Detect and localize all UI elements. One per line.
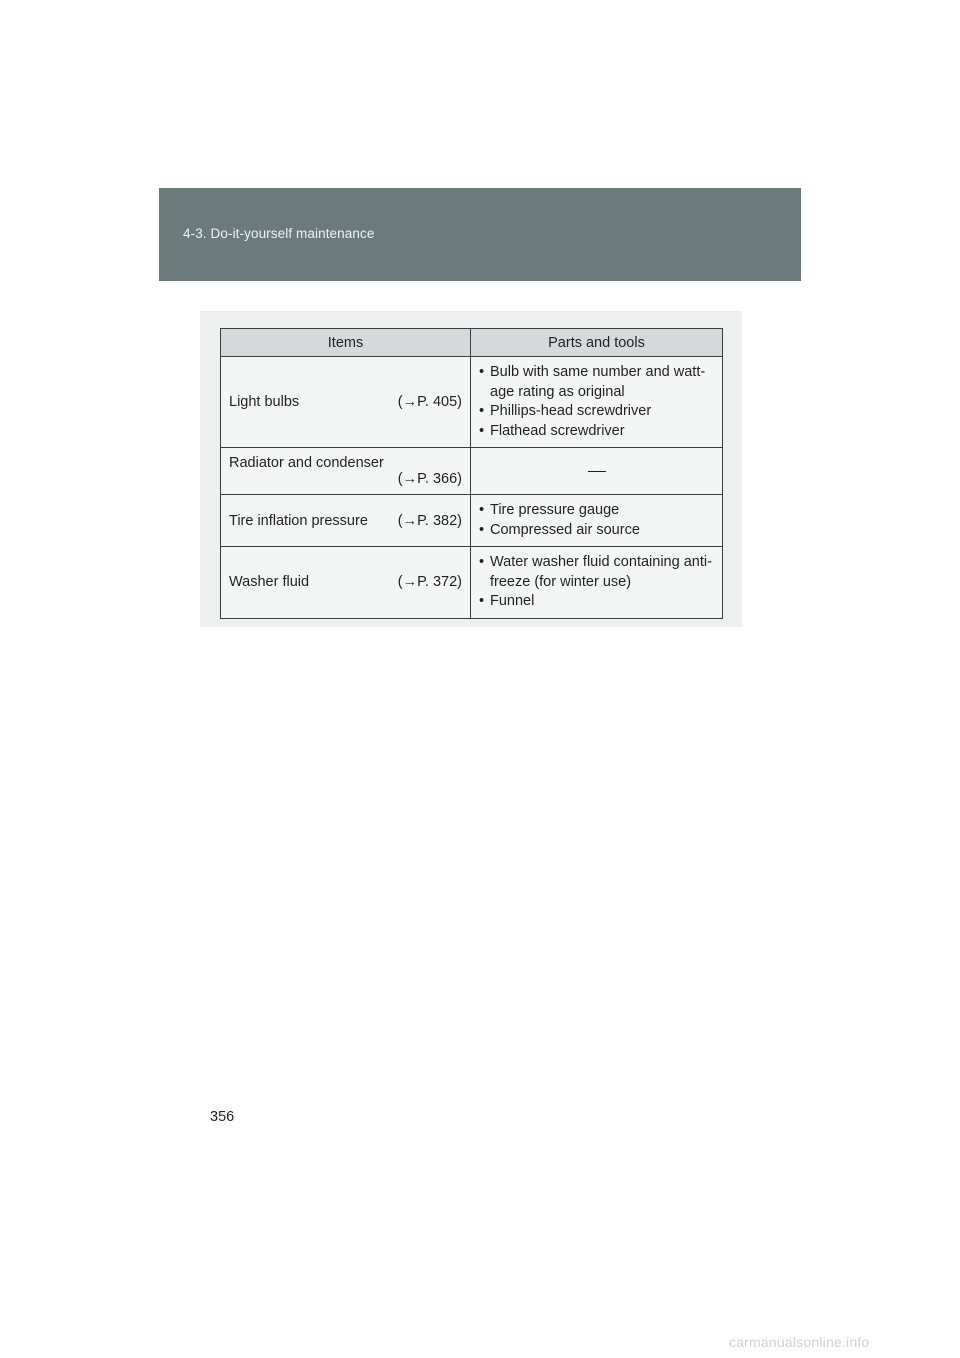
list-item: • Flathead screwdriver xyxy=(479,422,716,442)
watermark: carmanualsonline.info xyxy=(729,1334,870,1350)
table-header-row xyxy=(221,329,723,357)
parts-cell xyxy=(471,547,723,619)
list-item: • Tire pressure gauge xyxy=(479,501,716,521)
page-reference: (→P. 382) xyxy=(397,512,462,529)
list-item: • Compressed air source xyxy=(479,521,716,541)
item-name: Light bulbs xyxy=(229,394,300,410)
page-reference: (→P. 366) xyxy=(397,471,462,487)
list-item: • Funnel xyxy=(479,592,716,612)
item-name: Tire inflation pressure xyxy=(229,512,368,529)
table-row xyxy=(221,448,723,495)
page-number: 356 xyxy=(210,1109,235,1125)
item-cell xyxy=(221,357,471,448)
table-row xyxy=(221,547,723,619)
item-name: Washer fluid xyxy=(229,574,310,591)
parts-cell xyxy=(471,495,723,547)
page-reference: (→P. 405) xyxy=(397,394,462,410)
list-item: • Phillips-head screwdriver xyxy=(479,402,716,422)
column-header-parts: Parts and tools xyxy=(471,329,723,357)
list-item: • Water washer fluid containing anti-freeze (for winter use) xyxy=(479,553,716,592)
maintenance-table xyxy=(220,328,723,619)
parts-cell xyxy=(471,448,723,495)
parts-cell xyxy=(471,357,723,448)
item-cell xyxy=(221,448,471,495)
item-cell xyxy=(221,547,471,619)
page-reference: (→P. 372) xyxy=(397,574,462,591)
table-row xyxy=(221,495,723,547)
table-row xyxy=(221,357,723,448)
section-title: 4-3. Do-it-yourself maintenance xyxy=(183,226,375,241)
column-header-items: Items xyxy=(221,329,471,357)
item-name: Radiator and condenser xyxy=(229,455,384,471)
list-item: • Bulb with same number and watt-age rating as original xyxy=(479,363,716,402)
no-parts-dash xyxy=(588,471,606,472)
item-cell xyxy=(221,495,471,547)
section-header xyxy=(159,188,801,281)
maintenance-panel xyxy=(200,311,742,627)
